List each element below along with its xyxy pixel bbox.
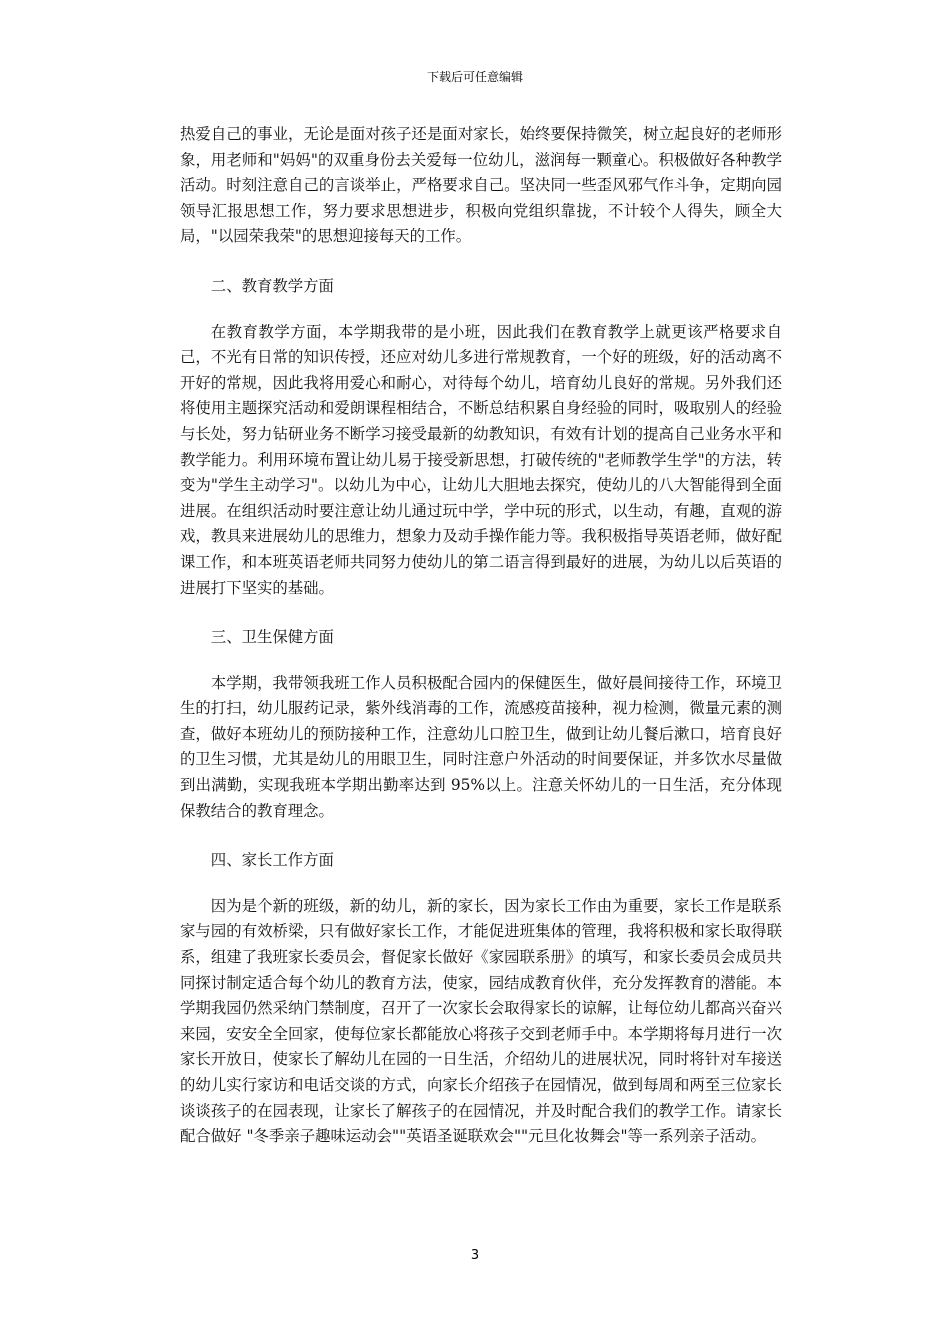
page-header: 下载后可任意编辑	[426, 70, 523, 84]
health-paragraph: 本学期，我带领我班工作人员积极配合园内的保健医生，做好晨间接待工作，环境卫生的打扫，幼儿服药记录，紫外线消毒的工作，流感疫苗接种，视力检测，微量元素的测查，做好本班幼儿的预防接种工作，注意幼儿口腔卫生，做到让幼儿餐后漱口，培育良好的卫生习惯，尤其是幼儿的用眼卫生，同时注意户外活动的时间要保证，并多饮水尽量做到出满勤，实现我班本学期出勤率达到 95%以上。注意关怀幼儿的一日生活，充分体现保教结合的教育理念。	[180, 673, 782, 820]
section-heading-parents: 四、家长工作方面	[210, 851, 334, 870]
intro-paragraph: 热爱自己的事业，无论是面对孩子还是面对家长，始终要保持微笑，树立起良好的老师形象，用老师和"妈妈"的双重身份去关爱每一位幼儿，滋润每一颗童心。积极做好各种教学活动。时刻注意自己的言谈举止，严格要求自己。坚决同一些歪风邪气作斗争，定期向园领导汇报思想工作，努力要求思想进步，积极向党组织靠拢，不计较个人得失，顾全大局，"以园荣我荣"的思想迎接每天的工作。	[180, 125, 782, 246]
section-heading-health: 三、卫生保健方面	[210, 628, 334, 647]
page-number: 3	[470, 1248, 480, 1263]
section-heading-education: 二、教育教学方面	[210, 276, 334, 295]
education-paragraph: 在教育教学方面，本学期我带的是小班，因此我们在教育教学上就更该严格要求自己，不光有日常的知识传授，还应对幼儿多进行常规教育，一个好的班级，好的活动离不开好的常规，因此我将用爱心和耐心，对待每个幼儿，培育幼儿良好的常规。另外我们还将使用主题探究活动和爱朗课程相结合，不断总结积累自身经验的同时，吸取别人的经验与长处，努力钻研业务不断学习接受最新的幼教知识，有效有计划的提高自己业务水平和教学能力。利用环境布置让幼儿易于接受新思想，打破传统的"老师教学生学"的方法，转变为"学生主动学习"。以幼儿为中心，让幼儿大胆地去探究，使幼儿的八大智能得到全面进展。在组织活动时要注意让幼儿通过玩中学，学中玩的形式，以生动，有趣，直观的游戏，教具来进展幼儿的思维力，想象力及动手操作能力等。我积极指导英语老师，做好配课工作，和本班英语老师共同努力使幼儿的第二语言得到最好的进展，为幼儿以后英语的进展打下坚实的基础。	[180, 322, 782, 597]
parents-paragraph: 因为是个新的班级，新的幼儿，新的家长，因为家长工作由为重要，家长工作是联系家与园的有效桥梁，只有做好家长工作，才能促进班集体的管理，我将积极和家长取得联系，组建了我班家长委员会，督促家长做好《家园联系册》的填写，和家长委员会成员共同探讨制定适合每个幼儿的教育方法，使家，园结成教育伙伴，充分发挥教育的潜能。本学期我园仍然采纳门禁制度，召开了一次家长会取得家长的谅解，让每位幼儿都高兴奋兴来园，安安全全回家，使每位家长都能放心将孩子交到老师手中。本学期将每月进行一次家长开放日，使家长了解幼儿在园的一日生活，介绍幼儿的进展状况，同时将针对车接送的幼儿实行家访和电话交谈的方式，向家长介绍孩子在园情况，做到每周和两至三位家长谈谈孩子的在园表现，让家长了解孩子的在园情况，并及时配合我们的教学工作。请家长配合做好 "冬季亲子趣味运动会""英语圣诞联欢会""元旦化妆舞会"等一系列亲子活动。	[180, 896, 782, 1146]
document-body	[180, 122, 782, 1150]
